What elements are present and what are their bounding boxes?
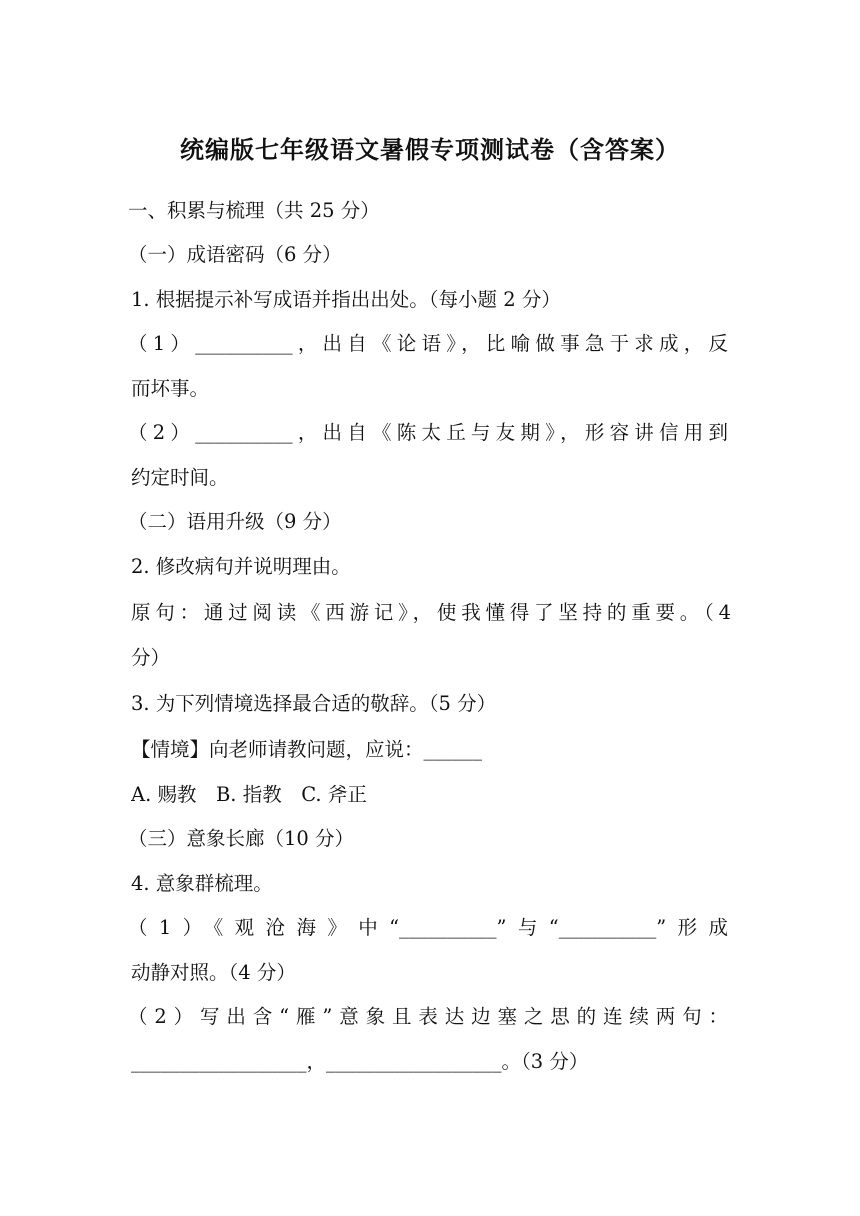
question-text: 1. 根据提示补写成语并指出出处。（每小题 2 分） <box>131 288 561 311</box>
subsection-heading: （二）语用升级（9 分） <box>128 510 342 533</box>
subsection-heading: （一）成语密码（6 分） <box>128 243 342 266</box>
question-text: 动静对照。（4 分） <box>131 961 296 984</box>
question-text: （1）__________，出自《论语》，比喻做事急于求成，反 <box>128 332 728 355</box>
question-text: 3. 为下列情境选择最合适的敬辞。（5 分） <box>131 692 497 715</box>
question-text: （1）《观沧海》中“__________”与“__________”形成 <box>128 916 728 939</box>
document-title: 统编版七年级语文暑假专项测试卷（含答案） <box>180 136 680 164</box>
question-text: 原句：通过阅读《西游记》，使我懂得了坚持的重要。（4 <box>131 601 731 624</box>
question-text: 4. 意象群梳理。 <box>131 872 273 895</box>
question-text: （2）写出含“雁”意象且表达边塞之思的连续两句： <box>128 1005 728 1028</box>
question-text: 而坏事。 <box>131 377 210 400</box>
question-text: 【情境】向老师请教问题，应说：______ <box>131 738 483 761</box>
answer-options: A. 赐教 B. 指教 C. 斧正 <box>131 783 367 806</box>
subsection-heading: （三）意象长廊（10 分） <box>128 827 355 850</box>
question-text: 2. 修改病句并说明理由。 <box>131 555 351 578</box>
section-heading: 一、积累与梳理（共 25 分） <box>128 199 380 222</box>
question-text: 分） <box>131 646 171 669</box>
question-text: 约定时间。 <box>131 466 229 489</box>
question-text: __________________，__________________。（3 分） <box>131 1050 589 1073</box>
question-text: （2）__________，出自《陈太丘与友期》，形容讲信用到 <box>128 421 728 444</box>
